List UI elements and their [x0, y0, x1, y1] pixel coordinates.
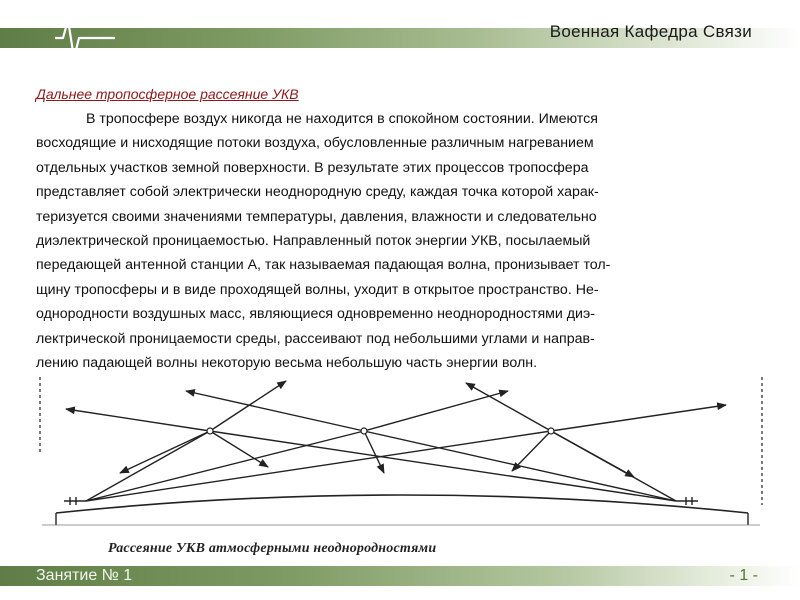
ray	[186, 391, 364, 431]
antenna-a-icon	[64, 497, 86, 505]
ray	[86, 431, 551, 501]
page-number: - 1 -	[729, 567, 758, 584]
scattered-ray	[120, 431, 210, 473]
paragraph-line: В тропосфере воздух никогда не находится в спокойном состоянии. Имеются	[86, 111, 598, 127]
scattered-ray	[210, 431, 268, 467]
document-body	[36, 107, 762, 375]
paragraph-line: диэлектрической проницаемостью. Направленный поток энергии УКВ, посылаемый	[36, 233, 591, 250]
diagram-lines	[42, 381, 760, 525]
header-band	[0, 0, 800, 60]
paragraph-line: лектрической проницаемости среды, рассеивают под небольшими углами и направ-	[36, 330, 595, 347]
scattering-point	[207, 428, 213, 434]
scattered-ray	[512, 431, 551, 471]
paragraph-line: восходящие и нисходящие потоки воздуха, обусловленные различным нагреванием	[36, 135, 594, 152]
header-title: Военная Кафедра Связи	[549, 22, 752, 41]
scattered-ray	[551, 431, 634, 477]
paragraph-line: щину тропосферы и в виде проходящей волны, уходит в открытое пространство. Не-	[36, 281, 599, 298]
ray	[66, 409, 210, 431]
document-heading: Дальнее тропосферное рассеяние УКВ	[36, 86, 299, 102]
ray	[466, 383, 551, 431]
figure-caption: Рассеяние УКВ атмосферными неоднородностями	[108, 541, 437, 556]
scattering-point	[548, 428, 554, 434]
ray	[551, 405, 726, 431]
paragraph-line: теризуется своими значениями температуры, давления, влажности и следовательно	[36, 208, 597, 225]
paragraph-line: отдельных участков земной поверхности. В результате этих процессов тропосфера	[36, 159, 589, 176]
earth-surface	[56, 495, 748, 513]
antenna-b-icon	[676, 497, 698, 505]
paragraph-line: лению падающей волны некоторую весьма небольшую часть энергии волн.	[36, 355, 538, 372]
scatter-diagram	[36, 375, 766, 560]
ray	[210, 381, 286, 431]
ray	[86, 431, 210, 501]
paragraph-line: передающей антенной станции А, так называемая падающая волна, пронизывает тол-	[36, 257, 611, 274]
ray	[364, 431, 676, 501]
pulse-wave-icon	[55, 8, 115, 64]
ray	[210, 431, 676, 501]
ray	[364, 391, 508, 431]
scattering-point	[361, 428, 367, 434]
paragraph-line: однородности воздушных масс, являющиеся одновременно неоднородностями диэ-	[36, 306, 595, 323]
lesson-label: Занятие № 1	[36, 567, 133, 584]
scattered-ray	[364, 431, 384, 473]
paragraph-line: представляет собой электрически неоднородную среду, каждая точка которой харак-	[36, 184, 599, 201]
